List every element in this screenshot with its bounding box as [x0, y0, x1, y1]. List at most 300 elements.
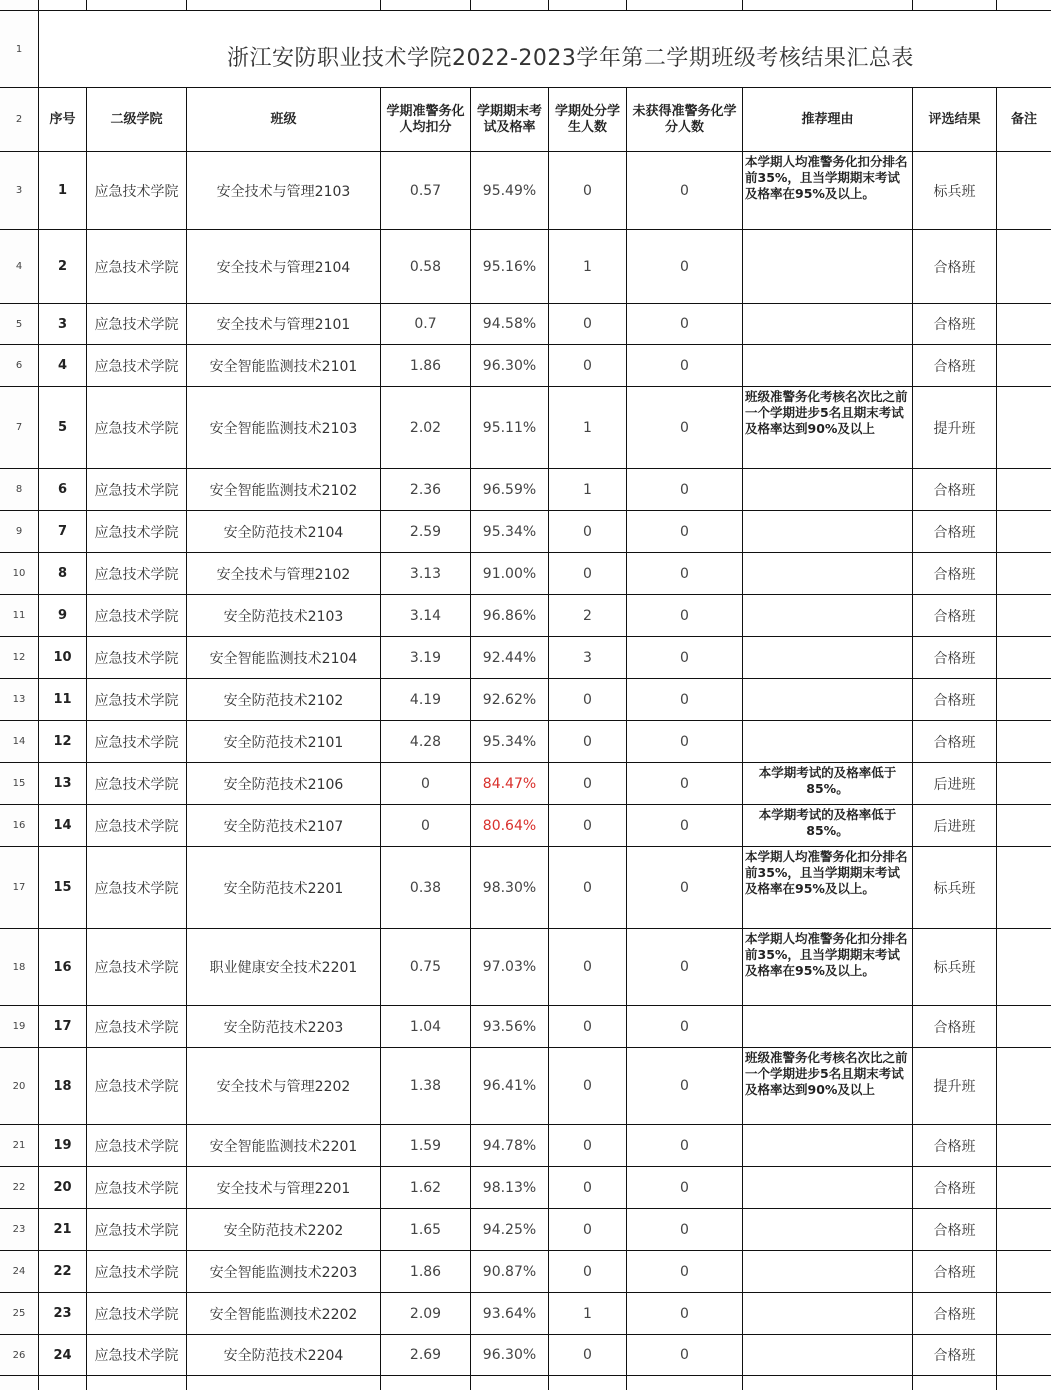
cell-college: 应急技术学院	[86, 229, 186, 303]
cell-pass-rate: 96.30%	[470, 344, 548, 386]
cell-reason	[742, 510, 912, 552]
cell-discipline: 0	[548, 1208, 626, 1250]
cell-class: 安全技术与管理2201	[186, 1166, 380, 1208]
cell-college: 应急技术学院	[86, 344, 186, 386]
row-number: 19	[0, 1005, 38, 1047]
cell-class: 安全防范技术2204	[186, 1334, 380, 1375]
cell-result: 合格班	[912, 678, 996, 720]
cell-discipline: 1	[548, 386, 626, 468]
cell-pass-rate: 96.30%	[470, 1334, 548, 1375]
row-number: 20	[0, 1047, 38, 1124]
cell-seq: 12	[38, 720, 86, 762]
cell-result: 合格班	[912, 636, 996, 678]
header-deduction: 学期准警务化人均扣分	[380, 87, 470, 151]
recommend-reason-text: 本学期人均准警务化扣分排名前35%，且当学期期末考试及格率在95%及以上。	[745, 931, 908, 978]
cell-discipline: 1	[548, 1292, 626, 1334]
header-result: 评选结果	[912, 87, 996, 151]
cell-result: 合格班	[912, 1166, 996, 1208]
cell-seq: 5	[38, 386, 86, 468]
cell-pass-rate: 98.13%	[470, 1166, 548, 1208]
cell-college: 应急技术学院	[86, 1047, 186, 1124]
cell-discipline: 2	[548, 594, 626, 636]
cell-note	[996, 151, 1051, 229]
cell-discipline: 0	[548, 344, 626, 386]
cell-no-credit: 0	[626, 1250, 742, 1292]
cell-result: 合格班	[912, 344, 996, 386]
cell-pass-rate: 91.00%	[470, 552, 548, 594]
header-note: 备注	[996, 87, 1051, 151]
cell-college: 应急技术学院	[86, 928, 186, 1005]
cell-college: 应急技术学院	[86, 804, 186, 846]
cell-reason	[742, 1334, 912, 1375]
cut-off-cell	[38, 0, 86, 10]
cell-discipline: 0	[548, 1250, 626, 1292]
cell-discipline: 1	[548, 229, 626, 303]
cell-note	[996, 229, 1051, 303]
cell-pass-rate: 95.34%	[470, 720, 548, 762]
cell-college: 应急技术学院	[86, 846, 186, 928]
cell-pass-rate: 94.78%	[470, 1124, 548, 1166]
cell-pass-rate: 95.49%	[470, 151, 548, 229]
cell-class: 安全防范技术2104	[186, 510, 380, 552]
row-number: 17	[0, 846, 38, 928]
cut-off-cell	[380, 0, 470, 10]
cut-off-cell	[996, 0, 1051, 10]
cell-deduction: 0.75	[380, 928, 470, 1005]
recommend-reason-text: 本学期人均准警务化扣分排名前35%，且当学期期末考试及格率在95%及以上。	[745, 849, 908, 896]
cut-off-cell	[742, 0, 912, 10]
cell-college: 应急技术学院	[86, 594, 186, 636]
cell-pass-rate: 98.30%	[470, 846, 548, 928]
cell-class: 安全技术与管理2103	[186, 151, 380, 229]
cell-no-credit: 0	[626, 1005, 742, 1047]
cell-deduction: 2.59	[380, 510, 470, 552]
cell-seq: 13	[38, 762, 86, 804]
cell-no-credit: 0	[626, 386, 742, 468]
cell-deduction: 0	[380, 804, 470, 846]
cell-pass-rate: 92.62%	[470, 678, 548, 720]
cell-college: 应急技术学院	[86, 1250, 186, 1292]
cell-reason	[742, 151, 912, 229]
row-number: 16	[0, 804, 38, 846]
cell-discipline: 0	[548, 552, 626, 594]
cell-deduction: 1.62	[380, 1166, 470, 1208]
cell-result: 合格班	[912, 1292, 996, 1334]
cell-deduction: 1.04	[380, 1005, 470, 1047]
cell-discipline: 0	[548, 1334, 626, 1375]
cell-class: 安全技术与管理2101	[186, 303, 380, 344]
cell-pass-rate: 97.03%	[470, 928, 548, 1005]
cell-no-credit: 0	[626, 1208, 742, 1250]
cell-deduction: 3.13	[380, 552, 470, 594]
page-title: 浙江安防职业技术学院2022-2023学年第二学期班级考核结果汇总表	[38, 10, 1051, 87]
row-number: 24	[0, 1250, 38, 1292]
cell-no-credit: 0	[626, 762, 742, 804]
cut-off-cell	[626, 1375, 742, 1390]
cell-result: 合格班	[912, 1334, 996, 1375]
cell-pass-rate: 84.47%	[470, 762, 548, 804]
cell-result: 合格班	[912, 1250, 996, 1292]
cell-seq: 9	[38, 594, 86, 636]
cell-college: 应急技术学院	[86, 1166, 186, 1208]
row-number: 13	[0, 678, 38, 720]
cell-note	[996, 720, 1051, 762]
cell-pass-rate: 96.59%	[470, 468, 548, 510]
cell-seq: 6	[38, 468, 86, 510]
cell-no-credit: 0	[626, 151, 742, 229]
cell-note	[996, 1047, 1051, 1124]
recommend-reason-text: 班级准警务化考核名次比之前一个学期进步5名且期末考试及格率达到90%及以上	[745, 389, 908, 436]
row-number: 2	[0, 87, 38, 151]
cell-result: 合格班	[912, 303, 996, 344]
cell-deduction: 0.58	[380, 229, 470, 303]
cell-pass-rate: 95.34%	[470, 510, 548, 552]
cell-discipline: 0	[548, 1047, 626, 1124]
cell-note	[996, 1005, 1051, 1047]
cell-no-credit: 0	[626, 344, 742, 386]
cell-no-credit: 0	[626, 594, 742, 636]
cell-deduction: 1.86	[380, 1250, 470, 1292]
cell-result: 标兵班	[912, 846, 996, 928]
cell-class: 安全技术与管理2102	[186, 552, 380, 594]
cell-college: 应急技术学院	[86, 1292, 186, 1334]
cell-reason	[742, 636, 912, 678]
recommend-reason-text: 班级准警务化考核名次比之前一个学期进步5名且期末考试及格率达到90%及以上	[745, 1050, 908, 1097]
cell-reason	[742, 1250, 912, 1292]
cut-off-cell	[380, 1375, 470, 1390]
cell-college: 应急技术学院	[86, 1334, 186, 1375]
cell-deduction: 0.38	[380, 846, 470, 928]
cell-discipline: 0	[548, 678, 626, 720]
cell-no-credit: 0	[626, 928, 742, 1005]
row-number: 8	[0, 468, 38, 510]
cell-note	[996, 846, 1051, 928]
cell-deduction: 0.7	[380, 303, 470, 344]
cell-seq: 3	[38, 303, 86, 344]
cell-no-credit: 0	[626, 1292, 742, 1334]
cell-deduction: 3.14	[380, 594, 470, 636]
cell-seq: 7	[38, 510, 86, 552]
cell-no-credit: 0	[626, 804, 742, 846]
row-number: 21	[0, 1124, 38, 1166]
cell-class: 安全智能监测技术2202	[186, 1292, 380, 1334]
cell-discipline: 3	[548, 636, 626, 678]
cell-deduction: 1.86	[380, 344, 470, 386]
cell-discipline: 0	[548, 303, 626, 344]
cell-result: 后进班	[912, 804, 996, 846]
cell-no-credit: 0	[626, 1047, 742, 1124]
row-number: 18	[0, 928, 38, 1005]
cell-reason	[742, 720, 912, 762]
cell-note	[996, 636, 1051, 678]
cell-college: 应急技术学院	[86, 1208, 186, 1250]
row-number: 23	[0, 1208, 38, 1250]
cut-off-cell	[548, 0, 626, 10]
cell-note	[996, 928, 1051, 1005]
cell-pass-rate: 96.86%	[470, 594, 548, 636]
cell-note	[996, 303, 1051, 344]
cell-note	[996, 1250, 1051, 1292]
cell-reason	[742, 1292, 912, 1334]
cell-seq: 11	[38, 678, 86, 720]
cell-college: 应急技术学院	[86, 1005, 186, 1047]
cut-off-cell	[38, 1375, 86, 1390]
header-reason: 推荐理由	[742, 87, 912, 151]
cell-college: 应急技术学院	[86, 762, 186, 804]
cell-result: 提升班	[912, 1047, 996, 1124]
cell-discipline: 0	[548, 720, 626, 762]
row-number: 14	[0, 720, 38, 762]
cell-seq: 22	[38, 1250, 86, 1292]
cell-pass-rate: 96.41%	[470, 1047, 548, 1124]
header-pass-rate: 学期期末考试及格率	[470, 87, 548, 151]
cell-discipline: 0	[548, 1005, 626, 1047]
cell-discipline: 0	[548, 1124, 626, 1166]
cell-deduction: 4.19	[380, 678, 470, 720]
cut-off-cell	[0, 0, 38, 10]
cell-result: 合格班	[912, 720, 996, 762]
row-number: 11	[0, 594, 38, 636]
cell-pass-rate: 94.58%	[470, 303, 548, 344]
cell-college: 应急技术学院	[86, 510, 186, 552]
cell-college: 应急技术学院	[86, 468, 186, 510]
row-number: 15	[0, 762, 38, 804]
cell-class: 安全防范技术2101	[186, 720, 380, 762]
cell-note	[996, 552, 1051, 594]
cell-seq: 14	[38, 804, 86, 846]
cell-deduction: 2.09	[380, 1292, 470, 1334]
cut-off-cell	[626, 0, 742, 10]
cell-discipline: 0	[548, 846, 626, 928]
cell-college: 应急技术学院	[86, 386, 186, 468]
cell-reason	[742, 1005, 912, 1047]
cell-result: 后进班	[912, 762, 996, 804]
cell-note	[996, 1208, 1051, 1250]
cell-seq: 24	[38, 1334, 86, 1375]
cell-deduction: 4.28	[380, 720, 470, 762]
cell-seq: 8	[38, 552, 86, 594]
cell-note	[996, 1124, 1051, 1166]
cut-off-cell	[470, 0, 548, 10]
cell-pass-rate: 95.16%	[470, 229, 548, 303]
row-number: 9	[0, 510, 38, 552]
cut-off-cell	[996, 1375, 1051, 1390]
cell-reason	[742, 386, 912, 468]
cell-deduction: 3.19	[380, 636, 470, 678]
cell-seq: 16	[38, 928, 86, 1005]
cut-off-cell	[742, 1375, 912, 1390]
cell-reason	[742, 928, 912, 1005]
cell-class: 安全防范技术2202	[186, 1208, 380, 1250]
cell-deduction: 0.57	[380, 151, 470, 229]
cell-result: 合格班	[912, 1005, 996, 1047]
cell-reason	[742, 846, 912, 928]
cell-discipline: 0	[548, 1166, 626, 1208]
row-number: 22	[0, 1166, 38, 1208]
cell-class: 安全技术与管理2202	[186, 1047, 380, 1124]
cell-reason	[742, 1208, 912, 1250]
cell-deduction: 1.38	[380, 1047, 470, 1124]
cell-result: 合格班	[912, 510, 996, 552]
cell-note	[996, 804, 1051, 846]
cell-discipline: 0	[548, 151, 626, 229]
cell-college: 应急技术学院	[86, 1124, 186, 1166]
cell-result: 提升班	[912, 386, 996, 468]
cell-seq: 17	[38, 1005, 86, 1047]
row-number: 7	[0, 386, 38, 468]
header-discipline: 学期处分学生人数	[548, 87, 626, 151]
cell-reason	[742, 1166, 912, 1208]
cell-reason	[742, 762, 912, 804]
cell-seq: 23	[38, 1292, 86, 1334]
recommend-reason-text: 本学期考试的及格率低于85%。	[758, 807, 897, 838]
cell-college: 应急技术学院	[86, 636, 186, 678]
cell-result: 标兵班	[912, 928, 996, 1005]
cell-note	[996, 762, 1051, 804]
cell-class: 安全智能监测技术2102	[186, 468, 380, 510]
cell-seq: 19	[38, 1124, 86, 1166]
cell-pass-rate: 93.56%	[470, 1005, 548, 1047]
cell-class: 安全技术与管理2104	[186, 229, 380, 303]
cell-discipline: 0	[548, 928, 626, 1005]
cell-note	[996, 386, 1051, 468]
cell-reason	[742, 804, 912, 846]
cell-no-credit: 0	[626, 846, 742, 928]
cell-note	[996, 344, 1051, 386]
cell-seq: 20	[38, 1166, 86, 1208]
cell-no-credit: 0	[626, 468, 742, 510]
row-number: 26	[0, 1334, 38, 1375]
cell-reason	[742, 344, 912, 386]
cell-note	[996, 510, 1051, 552]
cell-reason	[742, 552, 912, 594]
cell-reason	[742, 594, 912, 636]
cell-no-credit: 0	[626, 229, 742, 303]
cell-class: 安全智能监测技术2104	[186, 636, 380, 678]
row-number: 6	[0, 344, 38, 386]
cell-class: 安全防范技术2102	[186, 678, 380, 720]
cell-note	[996, 1334, 1051, 1375]
cell-discipline: 0	[548, 804, 626, 846]
cell-note	[996, 1292, 1051, 1334]
cell-pass-rate: 95.11%	[470, 386, 548, 468]
cell-reason	[742, 1124, 912, 1166]
cut-off-cell	[186, 0, 380, 10]
cell-class: 安全智能监测技术2101	[186, 344, 380, 386]
cell-note	[996, 1166, 1051, 1208]
cell-pass-rate: 92.44%	[470, 636, 548, 678]
row-number: 25	[0, 1292, 38, 1334]
cell-result: 合格班	[912, 468, 996, 510]
cell-seq: 4	[38, 344, 86, 386]
cell-seq: 1	[38, 151, 86, 229]
cell-reason	[742, 678, 912, 720]
cell-result: 合格班	[912, 229, 996, 303]
row-number: 1	[0, 10, 38, 87]
cell-reason	[742, 303, 912, 344]
cut-off-cell	[186, 1375, 380, 1390]
cut-off-cell	[0, 1375, 38, 1390]
cut-off-cell	[912, 0, 996, 10]
cell-college: 应急技术学院	[86, 303, 186, 344]
cell-seq: 2	[38, 229, 86, 303]
row-number: 4	[0, 229, 38, 303]
cut-off-cell	[912, 1375, 996, 1390]
cell-no-credit: 0	[626, 678, 742, 720]
cell-deduction: 2.36	[380, 468, 470, 510]
cell-class: 安全智能监测技术2103	[186, 386, 380, 468]
cell-reason	[742, 468, 912, 510]
cell-result: 合格班	[912, 1124, 996, 1166]
header-seq: 序号	[38, 87, 86, 151]
cell-no-credit: 0	[626, 1124, 742, 1166]
row-number: 10	[0, 552, 38, 594]
cell-college: 应急技术学院	[86, 552, 186, 594]
cell-college: 应急技术学院	[86, 151, 186, 229]
cut-off-cell	[86, 1375, 186, 1390]
cell-pass-rate: 90.87%	[470, 1250, 548, 1292]
cell-reason	[742, 229, 912, 303]
cell-no-credit: 0	[626, 1334, 742, 1375]
cell-no-credit: 0	[626, 510, 742, 552]
cell-discipline: 0	[548, 510, 626, 552]
cell-class: 安全防范技术2106	[186, 762, 380, 804]
cell-seq: 18	[38, 1047, 86, 1124]
cell-deduction: 1.59	[380, 1124, 470, 1166]
cell-result: 标兵班	[912, 151, 996, 229]
cell-pass-rate: 80.64%	[470, 804, 548, 846]
cut-off-cell	[86, 0, 186, 10]
row-number: 5	[0, 303, 38, 344]
cell-class: 职业健康安全技术2201	[186, 928, 380, 1005]
row-number: 3	[0, 151, 38, 229]
cell-seq: 21	[38, 1208, 86, 1250]
cell-seq: 10	[38, 636, 86, 678]
recommend-reason-text: 本学期人均准警务化扣分排名前35%，且当学期期末考试及格率在95%及以上。	[745, 154, 908, 201]
cell-no-credit: 0	[626, 720, 742, 762]
cell-note	[996, 468, 1051, 510]
cut-off-cell	[548, 1375, 626, 1390]
cell-result: 合格班	[912, 594, 996, 636]
recommend-reason-text: 本学期考试的及格率低于85%。	[758, 765, 897, 796]
header-no-credit: 未获得准警务化学分人数	[626, 87, 742, 151]
cell-deduction: 2.69	[380, 1334, 470, 1375]
cell-class: 安全防范技术2103	[186, 594, 380, 636]
cell-note	[996, 594, 1051, 636]
cell-no-credit: 0	[626, 303, 742, 344]
cell-reason	[742, 1047, 912, 1124]
cell-discipline: 1	[548, 468, 626, 510]
row-number: 12	[0, 636, 38, 678]
cell-class: 安全防范技术2201	[186, 846, 380, 928]
cell-college: 应急技术学院	[86, 720, 186, 762]
header-college: 二级学院	[86, 87, 186, 151]
cell-deduction: 0	[380, 762, 470, 804]
cell-result: 合格班	[912, 1208, 996, 1250]
cell-result: 合格班	[912, 552, 996, 594]
cell-deduction: 1.65	[380, 1208, 470, 1250]
cell-no-credit: 0	[626, 552, 742, 594]
cell-class: 安全智能监测技术2203	[186, 1250, 380, 1292]
header-class: 班级	[186, 87, 380, 151]
cell-discipline: 0	[548, 762, 626, 804]
cell-college: 应急技术学院	[86, 678, 186, 720]
cell-seq: 15	[38, 846, 86, 928]
cell-no-credit: 0	[626, 1166, 742, 1208]
cell-pass-rate: 94.25%	[470, 1208, 548, 1250]
cell-no-credit: 0	[626, 636, 742, 678]
cell-class: 安全防范技术2203	[186, 1005, 380, 1047]
